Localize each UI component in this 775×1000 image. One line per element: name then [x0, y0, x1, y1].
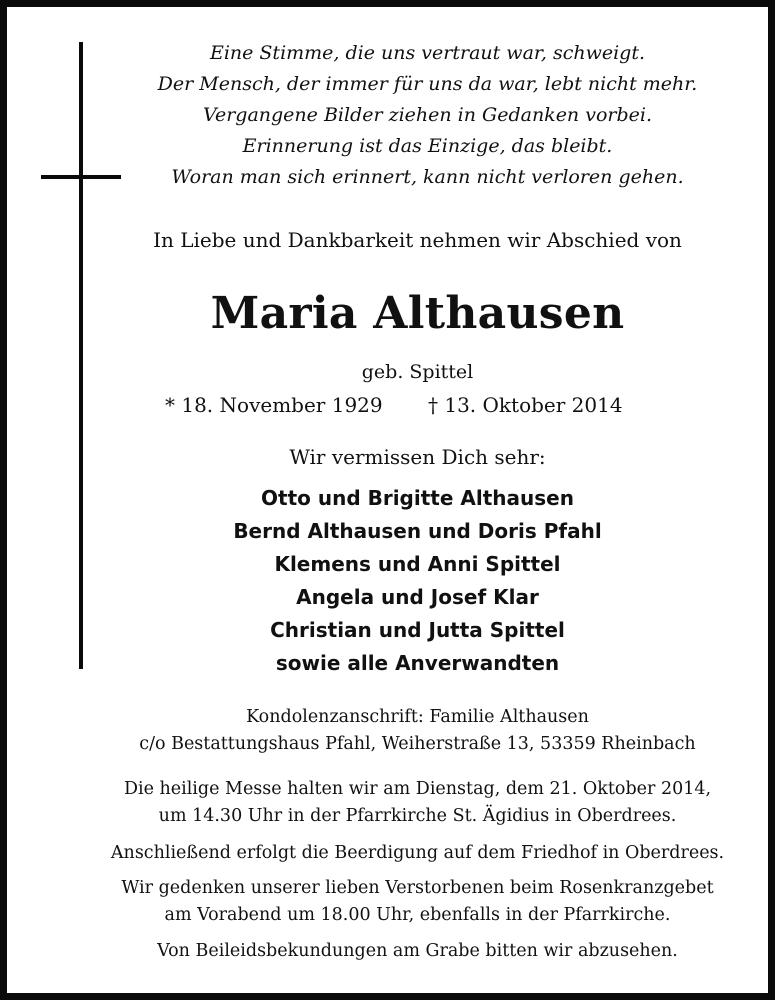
deceased-name: Maria Althausen — [210, 288, 625, 339]
birth-name: geb. Spittel — [361, 361, 474, 383]
poem-line: Eine Stimme, die uns vertraut war, schweigt. — [209, 42, 646, 64]
rosary-notice — [30, 875, 775, 929]
condolence-line: Kondolenzanschrift: Familie Althausen — [246, 707, 589, 727]
mourner-entry: Christian und Jutta Spittel — [270, 618, 565, 642]
death-date: † 13. Oktober 2014 — [428, 393, 623, 417]
mass-line: um 14.30 Uhr in der Pfarrkirche St. Ägidius in Oberdrees. — [158, 806, 677, 826]
rosary-line: am Vorabend um 18.00 Uhr, ebenfalls in der Pfarrkirche. — [164, 905, 671, 925]
mourner-entry: Bernd Althausen und Doris Pfahl — [233, 519, 602, 543]
birth-date: * 18. November 1929 — [165, 393, 383, 417]
condolence-line: c/o Bestattungshaus Pfahl, Weiherstraße 13, 53359 Rheinbach — [139, 734, 696, 754]
mourner-entry: Angela und Josef Klar — [296, 585, 539, 609]
mass-notice — [30, 776, 775, 830]
poem-line: Erinnerung ist das Einzige, das bleibt. — [242, 135, 613, 157]
poem-line: Woran man sich erinnert, kann nicht verloren gehen. — [171, 166, 684, 188]
mourner-entry: sowie alle Anverwandten — [275, 651, 560, 675]
burial-notice: Anschließend erfolgt die Beerdigung auf dem Friedhof in Oberdrees. — [110, 843, 725, 863]
mourners-list — [30, 482, 775, 680]
no-condolence-notice: Von Beileidsbekundungen am Grabe bitten wir abzusehen. — [157, 941, 678, 961]
rosary-line: Wir gedenken unserer lieben Verstorbenen beim Rosenkranzgebet — [121, 878, 714, 898]
memorial-poem — [40, 38, 775, 193]
farewell-intro: In Liebe und Dankbarkeit nehmen wir Abschied von — [153, 228, 682, 252]
miss-line: Wir vermissen Dich sehr: — [289, 445, 546, 469]
mourner-entry: Klemens und Anni Spittel — [274, 552, 561, 576]
poem-line: Der Mensch, der immer für uns da war, lebt nicht mehr. — [157, 73, 698, 95]
mourner-entry: Otto und Brigitte Althausen — [261, 486, 574, 510]
condolence-address — [30, 704, 775, 758]
poem-line: Vergangene Bilder ziehen in Gedanken vorbei. — [202, 104, 652, 126]
mass-line: Die heilige Messe halten wir am Dienstag, dem 21. Oktober 2014, — [123, 779, 712, 799]
